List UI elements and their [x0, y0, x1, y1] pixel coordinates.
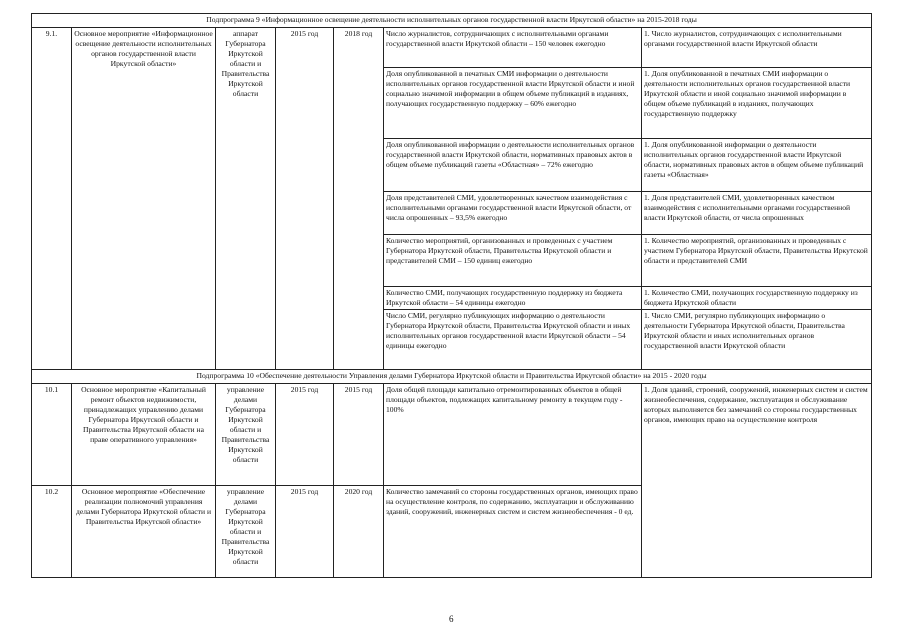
- event-name: Основное мероприятие «Информационное освещение деятельности исполнительных органов государственной власти Иркутской области»: [72, 28, 216, 370]
- program-table: [31, 13, 872, 578]
- end-year: 2015 год: [334, 384, 384, 486]
- start-year: 2015 год: [276, 28, 334, 370]
- subprogram-10-title: Подпрограмма 10 «Обеспечение деятельности Управления делами Губернатора Иркутской области и Правительства Иркутской области» на 2015 - 2020 годы: [32, 370, 872, 384]
- indicator-name: 1. Доля опубликованной в печатных СМИ информации о деятельности исполнительных органов государственной власти Иркутской области и иной социально значимой информации в общем объеме публикаций в изданиях, получающих государственную поддержку: [642, 68, 872, 139]
- target-value: Количество замечаний со стороны государственных органов, имеющих право на осуществление контроля, по содержанию, эксплуатации и обслуживанию зданий, сооружений, инженерных систем и систем жизнеобеспечения - 0 ед.: [384, 486, 642, 578]
- indicator-name: 1. Доля опубликованной информации о деятельности исполнительных органов государственной власти Иркутской области, нормативных правовых актов в общем объеме публикаций газеты «Областная»: [642, 139, 872, 192]
- row-number: 10.2: [32, 486, 72, 578]
- page-number: 6: [449, 614, 454, 624]
- subprogram-9-header-row: [32, 14, 872, 28]
- indicator-name: 1. Число журналистов, сотрудничающих с исполнительными органами государственной власти Иркутской области: [642, 28, 872, 68]
- executor: аппарат Губернатора Иркутской области и Правительства Иркутской области: [216, 28, 276, 370]
- subprogram-9-title: Подпрограмма 9 «Информационное освещение деятельности исполнительных органов государственной власти Иркутской области» на 2015-2018 годы: [32, 14, 872, 28]
- indicator-name: 1. Количество мероприятий, организованных и проведенных с участием Губернатора Иркутской области, Правительства Иркутской области и представителей СМИ: [642, 235, 872, 287]
- start-year: 2015 год: [276, 384, 334, 486]
- executor: управление делами Губернатора Иркутской области и Правительства Иркутской области: [216, 384, 276, 486]
- indicator-name: 1. Число СМИ, регулярно публикующих информацию о деятельности Губернатора Иркутской области, Правительства Иркутской области и иных исполнительных органов государственной власти Иркутской области: [642, 310, 872, 370]
- executor: управление делами Губернатора Иркутской области и Правительства Иркутской области: [216, 486, 276, 578]
- target-value: Доля общей площади капитально отремонтированных объектов в общей площади объектов, подлежащих капитальному ремонту в текущем году - 100%: [384, 384, 642, 486]
- row-number: 9.1.: [32, 28, 72, 370]
- row-number: 10.1: [32, 384, 72, 486]
- target-value: Доля опубликованной информации о деятельности исполнительных органов государственной власти Иркутской области, нормативных правовых актов в общем объеме публикаций газеты «Областная» – 72% ежегодно: [384, 139, 642, 192]
- table-row: [32, 384, 872, 486]
- target-value: Число СМИ, регулярно публикующих информацию о деятельности Губернатора Иркутской области, Правительства Иркутской области и иных исполнительных органов государственной власти Иркутской области – 54 единицы ежегодно: [384, 310, 642, 370]
- end-year: 2020 год: [334, 486, 384, 578]
- target-value: Количество мероприятий, организованных и проведенных с участием Губернатора Иркутской области, Правительства Иркутской области и представителей СМИ – 150 единиц ежегодно: [384, 235, 642, 287]
- target-value: Число журналистов, сотрудничающих с исполнительными органами государственной власти Иркутской области – 150 человек ежегодно: [384, 28, 642, 68]
- target-value: Доля представителей СМИ, удовлетворенных качеством взаимодействия с исполнительными органами государственной власти Иркутской области, от числа опрошенных – 93,5% ежегодно: [384, 192, 642, 235]
- event-name: Основное мероприятие «Капитальный ремонт объектов недвижимости, принадлежащих управлению делами Губернатора Иркутской области и Правительства Иркутской области на праве оперативного управления»: [72, 384, 216, 486]
- event-name: Основное мероприятие «Обеспечение реализации полномочий управления делами Губернатора Иркутской области и Правительства Иркутской области»: [72, 486, 216, 578]
- end-year: 2018 год: [334, 28, 384, 370]
- target-value: Количество СМИ, получающих государственную поддержку из бюджета Иркутской области – 54 единицы ежегодно: [384, 287, 642, 310]
- subprogram-10-header-row: [32, 370, 872, 384]
- indicator-name: 1. Доля представителей СМИ, удовлетворенных качеством взаимодействия с исполнительными органами государственной власти Иркутской области, от числа опрошенных: [642, 192, 872, 235]
- table-row: [32, 28, 872, 68]
- indicator-name: 1. Доля зданий, строений, сооружений, инженерных систем и систем жизнеобеспечения, содержание, эксплуатация и обслуживание которых выполняется без замечаний со стороны государственных органов, имеющих право на осуществление контроля: [642, 384, 872, 578]
- indicator-name: 1. Количество СМИ, получающих государственную поддержку из бюджета Иркутской области: [642, 287, 872, 310]
- target-value: Доля опубликованной в печатных СМИ информации о деятельности исполнительных органов государственной власти Иркутской области и иной социально значимой информации в общем объеме публикаций в изданиях, получающих государственную поддержку – 60% ежегодно: [384, 68, 642, 139]
- start-year: 2015 год: [276, 486, 334, 578]
